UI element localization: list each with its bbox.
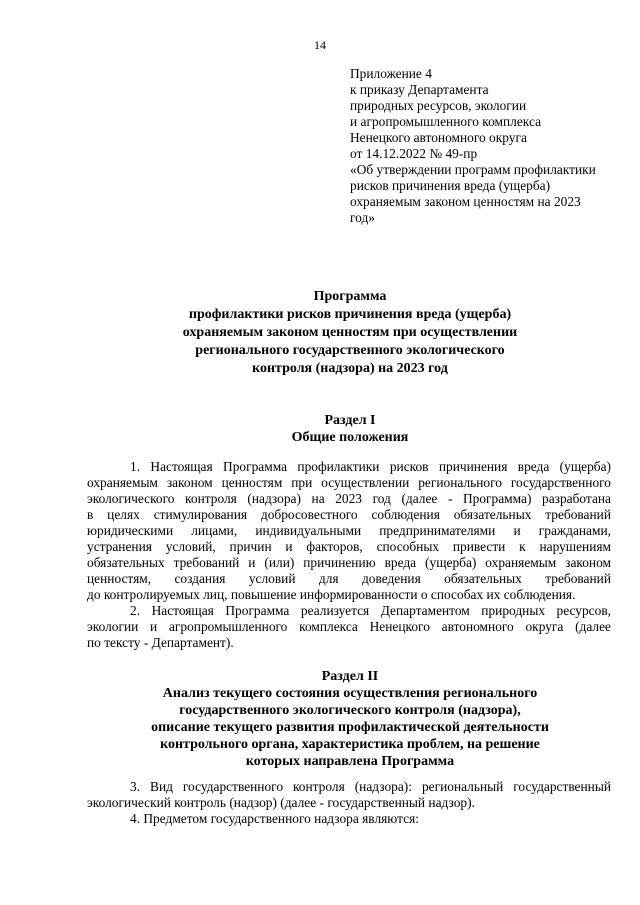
page-number: 14 (314, 38, 326, 52)
paragraph-line: экологии и агропромышленного комплекса Ненецкого автономного округа (далее (87, 619, 611, 634)
title-line: охраняемым законом ценностям при осуществлении (182, 325, 518, 340)
appendix-line: рисков причинения вреда (ущерба) (350, 178, 551, 193)
title-line: регионального государственного экологического (195, 343, 505, 358)
appendix-line: год» (350, 210, 375, 225)
paragraph-line: ценностям, создания условий для доведения обязательных требований (87, 571, 611, 586)
paragraph-line: охраняемым законом ценностям при осуществлении регионального государственного (87, 475, 611, 490)
title-line: профилактики рисков причинения вреда (ущерба) (188, 307, 512, 322)
section2-title-line: контрольного органа, характеристика проблем, на решение (160, 737, 540, 752)
section2-title-line: описание текущего развития профилактической деятельности (151, 720, 549, 735)
document-title (0, 288, 640, 378)
appendix-block (350, 66, 620, 226)
section2-title-line: Анализ текущего состояния осуществления регионального (162, 686, 538, 701)
appendix-line: природных ресурсов, экологии (350, 98, 527, 113)
section2-number: Раздел II (321, 669, 379, 684)
appendix-line: к приказу Департамента (350, 82, 489, 97)
paragraph-line: экологического контроля (надзора) на 2023 год (далее - Программа) разработана (87, 491, 611, 506)
appendix-line: охраняемым законом ценностям на 2023 (350, 194, 581, 209)
appendix-line: Приложение 4 (350, 66, 432, 81)
section1-heading (0, 412, 640, 446)
paragraph-line: обязательных требований и (или) причинению вреда (ущерба) охраняемым законом (87, 555, 611, 570)
section2-title-line: которых направлена Программа (245, 754, 455, 769)
paragraph-line: в целях стимулирования добросовестного соблюдения обязательных требований (87, 507, 611, 522)
paragraph-line: экологический контроль (надзор) (далее - государственный надзор). (87, 795, 475, 810)
paragraph-line: 4. Предметом государственного надзора являются: (130, 811, 419, 826)
title-line: Программа (313, 289, 387, 304)
paragraph-line: юридическими лицами, индивидуальными предпринимателями и гражданами, (87, 523, 611, 538)
paragraph-line: по тексту - Департамент). (87, 635, 234, 650)
appendix-line: «Об утверждении программ профилактики (350, 162, 596, 177)
paragraph-3 (87, 779, 611, 811)
paragraph-4 (87, 811, 611, 827)
section1-title: Общие положения (291, 430, 409, 445)
paragraph-line: 1. Настоящая Программа профилактики рисков причинения вреда (ущерба) (130, 459, 611, 474)
section2-title-line: государственного экологического контроля (надзора), (179, 703, 521, 718)
paragraph-line: 2. Настоящая Программа реализуется Департаментом природных ресурсов, (130, 603, 611, 618)
appendix-line: и агропромышленного комплекса (350, 114, 542, 129)
paragraph-line: устранения условий, причин и факторов, способных привести к нарушениям (87, 539, 611, 554)
paragraph-line: до контролируемых лиц, повышение информированности о способах их соблюдения. (87, 587, 576, 602)
appendix-line: Ненецкого автономного округа (350, 130, 527, 145)
title-line: контроля (надзора) на 2023 год (252, 361, 448, 376)
section2-heading (0, 668, 640, 770)
section1-number: Раздел I (324, 413, 376, 428)
paragraph-2 (87, 603, 611, 651)
paragraph-line: 3. Вид государственного контроля (надзора): региональный государственный (130, 779, 611, 794)
appendix-line: от 14.12.2022 № 49-пр (350, 146, 478, 161)
paragraph-1 (87, 459, 611, 603)
